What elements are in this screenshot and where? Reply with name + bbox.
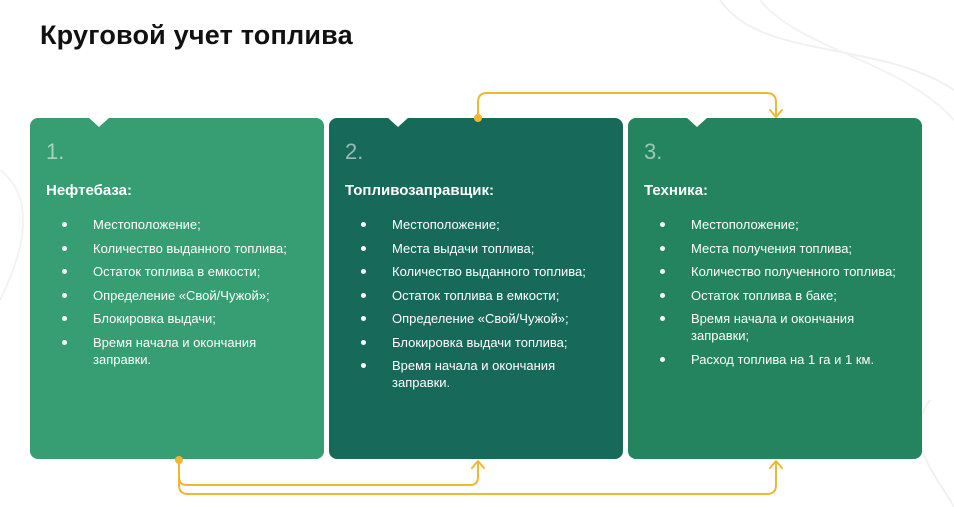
- card-heading: Нефтебаза:: [46, 182, 132, 199]
- bullet-icon: [660, 293, 665, 298]
- list-item-text: Количество выданного топлива;: [392, 264, 586, 279]
- list-item-text: Местоположение;: [691, 217, 799, 232]
- card-item-list: [46, 216, 308, 368]
- card-heading: Топливозаправщик:: [345, 182, 494, 199]
- bullet-icon: [660, 246, 665, 251]
- bullet-icon: [62, 316, 67, 321]
- list-item: [345, 310, 607, 327]
- bullet-icon: [62, 340, 67, 345]
- card-number: 1.: [46, 139, 65, 164]
- list-item: [46, 263, 308, 280]
- list-item: [345, 240, 607, 257]
- list-item: [644, 216, 906, 233]
- list-item: [345, 287, 607, 304]
- list-item-text: Остаток топлива в баке;: [691, 287, 837, 303]
- bullet-icon: [361, 222, 366, 227]
- bullet-icon: [361, 293, 366, 298]
- bullet-icon: [62, 293, 67, 298]
- list-item: [345, 216, 607, 233]
- card-item-list: [644, 216, 906, 368]
- page-title: Круговой учет топлива: [40, 20, 353, 50]
- card-item-list: [345, 216, 607, 391]
- bullet-icon: [361, 246, 366, 251]
- list-item: [644, 240, 906, 257]
- list-item-text: Время начала и окончания заправки.: [392, 358, 556, 390]
- list-item: [46, 240, 308, 257]
- bullet-icon: [62, 269, 67, 274]
- list-item-text: Местоположение;: [392, 217, 500, 232]
- card-oil-depot: [30, 118, 324, 459]
- list-item: [46, 310, 308, 327]
- card-number: 2.: [345, 139, 364, 164]
- card-notch: [686, 117, 708, 127]
- list-item-text: Время начала и окончания заправки.: [93, 334, 257, 367]
- list-item-text: Время начала и окончания заправки;: [691, 311, 855, 343]
- list-item-text: Расход топлива на 1 га и 1 км.: [691, 351, 875, 367]
- list-item-text: Остаток топлива в емкости;: [392, 287, 560, 303]
- list-item-text: Места получения топлива;: [691, 240, 853, 256]
- list-item-text: Остаток топлива в емкости;: [93, 264, 261, 279]
- bullet-icon: [660, 316, 665, 321]
- list-item-text: Блокировка выдачи;: [93, 311, 216, 326]
- bullet-icon: [361, 340, 366, 345]
- list-item: [46, 334, 308, 368]
- list-item-text: Количество полученного топлива;: [691, 264, 896, 279]
- list-item: [46, 287, 308, 304]
- list-item-text: Количество выданного топлива;: [93, 240, 287, 256]
- list-item-text: Места выдачи топлива;: [392, 240, 535, 256]
- bullet-icon: [660, 222, 665, 227]
- card-heading: Техника:: [644, 182, 709, 199]
- card-notch: [387, 117, 409, 127]
- card-notch: [88, 117, 110, 127]
- bullet-icon: [361, 363, 366, 368]
- list-item: [345, 357, 607, 391]
- card-fuel-truck: [329, 118, 623, 459]
- bullet-icon: [660, 357, 665, 362]
- list-item-text: Определение «Свой/Чужой»;: [392, 311, 569, 326]
- card-number: 3.: [644, 139, 663, 164]
- list-item-text: Местоположение;: [93, 217, 201, 232]
- bullet-icon: [361, 269, 366, 274]
- arrow-depot-to-machinery: [179, 461, 782, 494]
- list-item: [644, 351, 906, 368]
- list-item: [345, 334, 607, 351]
- bullet-icon: [62, 222, 67, 227]
- list-item: [644, 310, 906, 344]
- list-item: [46, 216, 308, 233]
- bullet-icon: [62, 246, 67, 251]
- arrow-truck-to-machinery: [478, 93, 782, 118]
- list-item: [644, 287, 906, 304]
- arrow-depot-to-truck: [179, 460, 484, 485]
- card-machinery: [628, 118, 922, 459]
- bullet-icon: [660, 269, 665, 274]
- list-item-text: Определение «Свой/Чужой»;: [93, 287, 270, 303]
- list-item-text: Блокировка выдачи топлива;: [392, 334, 568, 350]
- bullet-icon: [361, 316, 366, 321]
- list-item: [644, 263, 906, 280]
- list-item: [345, 263, 607, 280]
